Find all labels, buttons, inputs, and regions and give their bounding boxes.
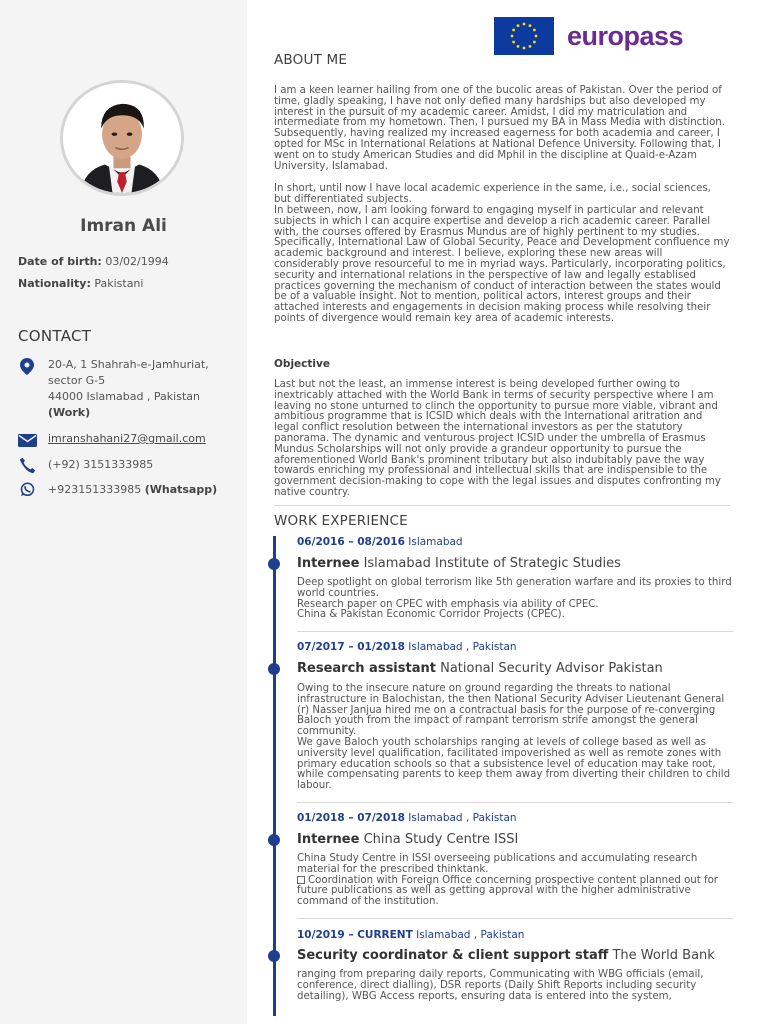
job-desc-line: ranging from preparing daily reports, Communicating with WBG officials (email, conference, direct dialling), DSR reports (Daily Shift Reports including security detailing), WBG Access reports, ensuring data is entered into the system, [297, 969, 704, 1002]
job-title [297, 948, 715, 963]
nationality-line [18, 277, 143, 290]
timeline-dot [268, 834, 280, 846]
job-description [297, 578, 733, 621]
job-description [297, 854, 733, 908]
job-divider [297, 918, 733, 919]
job-title [297, 556, 621, 571]
job-desc-line: China Study Centre in ISSI overseeing publications and accumulating research material for the prescribed thinktank. [297, 853, 698, 875]
address-tag: (Work) [48, 406, 91, 419]
job-role: Security coordinator & client support staff [297, 948, 609, 963]
phone-number[interactable]: (+92) 3151333985 [48, 458, 154, 471]
about-heading: ABOUT ME [274, 52, 348, 68]
job-date [297, 536, 463, 548]
timeline-dot [268, 663, 280, 675]
address-line-2: sector G-5 [48, 374, 106, 387]
job-location: Islamabad , Pakistan [416, 929, 525, 941]
timeline-dot [268, 558, 280, 570]
job-date-range: 07/2017 – 01/2018 [297, 641, 405, 653]
eu-flag-icon [494, 17, 554, 55]
whatsapp-number[interactable]: +923151333985 [48, 483, 142, 496]
about-paragraph-1: I am a keen learner hailing from one of the bucolic areas of Pakistan. Over the period of time, gladly speaking, I have not only defied many hardships but also developed my interest in the pursuit of my academic career. Amidst, I did my matriculation and intermediate from my hometown. Then, I pursued my BA in Mass Media with distinction. Subsequently, having realized my increased eagerness for both academia and career, I opted for MSc in International Relations at National Defence University. Following that, I went on to study American Studies and did Mphil in the discipline at Quaid-e-Azam University, Islamabad. [274, 85, 726, 172]
job-date-range: 10/2019 – CURRENT [297, 929, 413, 941]
nationality-value: Pakistani [94, 277, 144, 290]
location-pin-icon [17, 358, 37, 374]
section-divider [274, 505, 730, 506]
europass-wordmark: europass [567, 20, 684, 51]
timeline-line [273, 536, 276, 1016]
whatsapp-line [48, 482, 238, 498]
sidebar [0, 0, 247, 1024]
address-block [48, 357, 238, 421]
job-role: Internee [297, 556, 360, 571]
job-location: Islamabad , Pakistan [408, 641, 517, 653]
europass-logo [494, 17, 683, 55]
job-org: National Security Advisor Pakistan [440, 661, 663, 676]
contact-heading: CONTACT [18, 327, 92, 345]
job-description [297, 684, 733, 792]
job-role: Internee [297, 832, 360, 847]
job-location: Islamabad , Pakistan [408, 812, 517, 824]
job-description [297, 970, 733, 1002]
job-divider [297, 802, 733, 803]
dob-label: Date of birth: [18, 255, 102, 268]
job-desc-line: Research paper on CPEC with emphasis via ability of CPEC. [297, 598, 599, 610]
nationality-label: Nationality: [18, 277, 91, 290]
envelope-icon [17, 434, 37, 450]
job-role: Research assistant [297, 661, 436, 676]
phone-icon [17, 457, 37, 473]
dob-value: 03/02/1994 [105, 255, 169, 268]
timeline-dot [268, 950, 280, 962]
box-glyph-icon [297, 876, 305, 884]
job-title [297, 661, 663, 676]
whatsapp-icon [17, 482, 37, 498]
profile-name: Imran Ali [80, 216, 167, 236]
job-date-range: 01/2018 – 07/2018 [297, 812, 405, 824]
job-desc-text: Coordination with Foreign Office concerning prospective content planned out for future publications as well as getting approval with the higher administrative command of the institution. [297, 874, 719, 908]
address-line-3: 44000 Islamabad , Pakistan [48, 390, 200, 403]
job-location: Islamabad [408, 536, 463, 548]
job-date-range: 06/2016 – 08/2016 [297, 536, 405, 548]
job-desc-line [297, 876, 733, 908]
job-org: Islamabad Institute of Strategic Studies [363, 556, 621, 571]
about-paragraph-2: In short, until now I have local academic experience in the same, i.e., social sciences, but differentiated subjects. [274, 183, 711, 205]
job-desc-line: Deep spotlight on global terrorism like 5th generation warfare and its proxies to third world countries. [297, 577, 732, 599]
job-date [297, 812, 517, 824]
address-line-1: 20-A, 1 Shahrah-e-Jamhuriat, [48, 358, 209, 371]
dob-line [18, 255, 169, 268]
profile-photo-image [63, 83, 181, 193]
job-title [297, 832, 518, 847]
job-divider [297, 631, 733, 632]
profile-photo [60, 80, 184, 196]
objective-heading: Objective [274, 358, 330, 370]
email-link[interactable]: imranshahani27@gmail.com [48, 432, 206, 445]
work-heading: WORK EXPERIENCE [274, 513, 408, 529]
job-date [297, 641, 517, 653]
job-desc-line: China & Pakistan Economic Corridor Projects (CPEC). [297, 609, 565, 621]
about-paragraph-3: In between, now, I am looking forward to engaging myself in particular and relevant subjects in which I can acquire expertise and develop a rich academic career. Parallel with, the courses offered by Erasmus Mundus are of highly pertinent to my studies. Specifically, International Law of Global Security, Peace and Development confluence my academic background and interest. I believe, exploring these new areas will considerably prove resourceful to me in myriad ways. Particularly, incorporating politics, security and international relations in the perspective of law and legally establised practices governing the mechanism of conduct of interaction between the states would be of a valuable insight. Not to mention, political actors, interest groups and their attached interests and engagements in decision making process while resolving their points of divergence would remain key area of academic interests. [274, 205, 730, 324]
job-date [297, 929, 524, 941]
objective-paragraph: Last but not the least, an immense interest is being developed further owing to inextricably attached with the World Bank in terms of security perspective where I am leaving no stone unturned to clinch the opportunity to pursue more viable, vibrant and ambitious programme that is ICSID which deals with the International aritration and legal conflict resolution between the international investors as per the statutory panorama. The dynamic and venturous project ICSID under the umbrella of Erasmus Mundus Scholarships will not only provide a grandeur opportunity to pursue the aforementioned World Bank's prominent tributary but also indubitably pave the way towards enriching my professional and intellectual skills that are indispensible to the government decision-making to cope with the legal issues and disputes confronting my native country. [274, 379, 721, 498]
job-org: The World Bank [612, 948, 715, 963]
job-org: China Study Centre ISSI [363, 832, 519, 847]
job-desc-line: Owing to the insecure nature on ground regarding the threats to national infrastructure in Balochistan, the then National Security Adviser Lieutenant General (r) Nasser Janjua hired me on a contractual basis for the purpose of re-converging Baloch youth from the impact of rampant terrorism strife amongst the general community. [297, 683, 725, 738]
whatsapp-tag: (Whatsapp) [144, 483, 218, 496]
job-desc-line: We gave Baloch youth scholarships ranging at levels of college based as well as university level qualification, facilitated impoverished as well as remote zones with primary education schools so that a subsistence level of education may take root, while compensating parents to keep them away from diverting their children to child labour. [297, 736, 731, 792]
